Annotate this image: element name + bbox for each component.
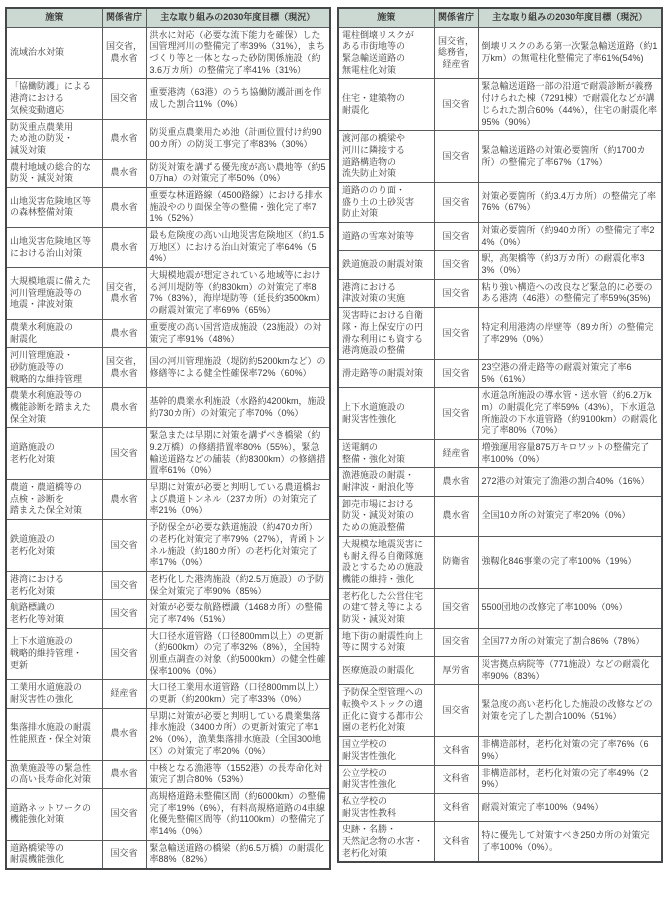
ministry-cell: 文科省 [434, 822, 478, 863]
ministry-cell: 農水省 [434, 496, 478, 536]
table-row [6, 27, 330, 79]
table-row [338, 657, 662, 685]
measure-cell: 山地災害危険地区等 の森林整備対策 [6, 187, 102, 227]
measure-cell: 私立学校の 耐災害性教科 [338, 793, 434, 821]
ministry-cell: 文科省 [434, 737, 478, 765]
ministry-cell: 国交省 [102, 520, 146, 572]
target-cell: 駅，高架橋等（約3万カ所）の耐震化率33%（0%） [478, 251, 662, 279]
target-cell: 早期に対策が必要と判明している農道橋および農道トンネル（237カ所）の対策完了率21%（0%） [146, 480, 330, 520]
ministry-cell: 農水省 [102, 159, 146, 187]
ministry-cell: 国交省 [102, 600, 146, 628]
table-row [6, 480, 330, 520]
ministry-cell: 農水省 [434, 468, 478, 496]
measure-cell: 大規模地震に備えた 河川管理施設等の 地震・津波対策 [6, 268, 102, 320]
table-row [338, 27, 662, 79]
ministry-cell: 国交省 [434, 182, 478, 222]
ministry-cell: 農水省 [102, 480, 146, 520]
ministry-cell: 厚労省 [434, 657, 478, 685]
measure-cell: 港湾における 老朽化対策 [6, 571, 102, 599]
table-row [338, 765, 662, 793]
measure-cell: 渡河部の橋梁や 河川に隣接する 道路構造物の 流失防止対策 [338, 131, 434, 183]
table-row [6, 680, 330, 708]
measure-cell: 地下街の耐震性向上 等に関する対策 [338, 628, 434, 656]
target-cell: 23空港の滑走路等の耐震対策完了率65%（61%） [478, 359, 662, 387]
measure-cell: 送電網の 整備・強化対策 [338, 440, 434, 468]
ministry-cell: 国交省 [434, 79, 478, 131]
table-row [338, 628, 662, 656]
table-row [6, 228, 330, 268]
target-cell: 重要度の高い国営造成施設（23施設）の対策完了率91%（48%） [146, 319, 330, 347]
column-header-measure: 施策 [6, 8, 102, 27]
measure-cell: 農道・農道橋等の 点検・診断を 踏まえた保全対策 [6, 480, 102, 520]
table-row [6, 571, 330, 599]
measure-cell: 河川管理施設・ 砂防施設等の 戦略的な維持管理 [6, 348, 102, 388]
ministry-cell: 国交省 [434, 223, 478, 251]
ministry-cell: 国交省 [102, 571, 146, 599]
measure-cell: 予防保全型管理への 転換やストックの適 正化に資する都市公 園の老朽化対策 [338, 685, 434, 737]
measure-cell: 道路ネットワークの 機能強化対策 [6, 788, 102, 840]
ministry-cell: 農水省 [102, 119, 146, 159]
ministry-cell: 国交省 [434, 388, 478, 440]
measure-cell: 「協働防護」による 港湾における 気候変動適応 [6, 79, 102, 119]
ministry-cell: 国交省， 農水省 [102, 268, 146, 320]
measure-cell: 防災重点農業用 ため池の防災・ 減災対策 [6, 119, 102, 159]
table-row [338, 131, 662, 183]
ministry-cell: 文科省 [434, 793, 478, 821]
target-cell: 緊急輸送道路一部の沿道で耐震診断が義務付けられた棟（7291棟）で耐震化などが講じられた割合60%（44%），住宅の耐震化率95%（90%） [478, 79, 662, 131]
measures-table-right [337, 7, 663, 863]
measure-cell: 大規模な地震災害に も耐え得る自衛隊施 設とするための施設 機能の維持・強化 [338, 536, 434, 588]
table-row [338, 359, 662, 387]
ministry-cell: 国交省 [102, 428, 146, 480]
ministry-cell: 国交省， 総務省， 経産省 [434, 27, 478, 79]
target-cell: 増強運用容量875万キロワットの整備完了率100%（0%） [478, 440, 662, 468]
target-cell: 早期に対策が必要と判明している農業集落排水施設（3400カ所）の更新対策完了率12%（0%），漁業集落排水施設（全国300地区）の対策完了率20%（0%） [146, 708, 330, 760]
measure-cell: 道路施設の 老朽化対策 [6, 428, 102, 480]
column-header-ministry: 関係省庁 [434, 8, 478, 27]
table-row [6, 840, 330, 869]
target-cell: 大口径水道管路（口径800mm以上）の更新（約600km）の完了率32%（8%），全国特別重点調査の対象（約5000km）の健全性確保率100%（0%） [146, 628, 330, 680]
measure-cell: 農業水利施設等の 機能診断を踏まえた 保全対策 [6, 388, 102, 428]
table-row [6, 159, 330, 187]
target-cell: 全国77カ所の対策完了割合86%（78%） [478, 628, 662, 656]
table-body-right [338, 27, 662, 862]
target-cell: 全国10カ所の対策完了率20%（0%） [478, 496, 662, 536]
ministry-cell: 国交省 [434, 588, 478, 628]
table-row [338, 308, 662, 360]
table-row [6, 348, 330, 388]
table-row [338, 685, 662, 737]
table-row [6, 428, 330, 480]
measures-table-left [5, 7, 331, 870]
ministry-cell: 国交省 [434, 308, 478, 360]
ministry-cell: 農水省 [102, 388, 146, 428]
ministry-cell: 国交省 [102, 840, 146, 869]
target-cell: 災害拠点病院等（771施設）などの耐震化率90%（83%） [478, 657, 662, 685]
table-header-row [338, 8, 662, 27]
target-cell: 非構造部材，老朽化対策の完了率49%（29%） [478, 765, 662, 793]
ministry-cell: 国交省， 農水省 [102, 27, 146, 79]
table-row [6, 319, 330, 347]
target-cell: 特定利用港湾の岸壁等（89カ所）の整備完了率29%（0%） [478, 308, 662, 360]
ministry-cell: 防衛省 [434, 536, 478, 588]
measure-cell: 上下水道施設の 耐災害性強化 [338, 388, 434, 440]
measure-cell: 道路の雪寒対策等 [338, 223, 434, 251]
target-cell: 非構造部材，老朽化対策の完了率76%（69%） [478, 737, 662, 765]
measure-cell: 港湾における 津波対策の実施 [338, 279, 434, 307]
ministry-cell: 農水省 [102, 187, 146, 227]
table-row [338, 388, 662, 440]
ministry-cell: 国交省 [434, 628, 478, 656]
ministry-cell: 国交省 [102, 79, 146, 119]
table-row [338, 536, 662, 588]
table-row [338, 737, 662, 765]
ministry-cell: 国交省 [434, 131, 478, 183]
target-cell: 大口径工業用水道管路（口径800mm以上）の更新（約200km）完了率33%（0%） [146, 680, 330, 708]
measure-cell: 史跡・名勝・ 天然記念物の水害・ 老朽化対策 [338, 822, 434, 863]
ministry-cell: 国交省， 農水省 [102, 348, 146, 388]
target-cell: 大規模地震が想定されている地域等における河川堤防等（約830km）の対策完了率87%（83%），海岸堤防等（延長約3500km）の耐震対策完了率69%（65%） [146, 268, 330, 320]
target-cell: 老朽化した港湾施設（約2.5万施設）の予防保全対策完了率90%（85%） [146, 571, 330, 599]
measure-cell: 漁港施設の耐震・ 耐津波・耐浪化等 [338, 468, 434, 496]
table-row [6, 79, 330, 119]
table-row [338, 822, 662, 863]
measure-cell: 老朽化した公営住宅 の建て替え等による 防災・減災対策 [338, 588, 434, 628]
measure-cell: 工業用水道施設の 耐災害性の強化 [6, 680, 102, 708]
table-row [6, 388, 330, 428]
table-row [338, 223, 662, 251]
target-cell: 重要港湾（63港）のうち協働防護計画を作成した割合11%（0%） [146, 79, 330, 119]
measure-cell: 滑走路等の耐震対策 [338, 359, 434, 387]
measure-cell: 鉄道施設の 老朽化対策 [6, 520, 102, 572]
table-row [338, 182, 662, 222]
measure-cell: 卸売市場における 防災・減災対策の ための施設整備 [338, 496, 434, 536]
measure-cell: 流域治水対策 [6, 27, 102, 79]
measure-cell: 農業水利施設の 耐震化 [6, 319, 102, 347]
measure-cell: 航路標識の 老朽化等対策 [6, 600, 102, 628]
target-cell: 基幹的農業水利施設（水路約4200km，施設約730カ所）の対策完了率70%（0%） [146, 388, 330, 428]
table-row [6, 760, 330, 788]
target-cell: 重要な林道路線（4500路線）における排水施設やのり面保全等の整備・強化完了率71%（52%） [146, 187, 330, 227]
table-row [6, 119, 330, 159]
target-cell: 国の河川管理施設（堤防約5200kmなど）の修繕等による健全性確保率72%（60%） [146, 348, 330, 388]
measure-cell: 集落排水施設の耐震 性能照査・保全対策 [6, 708, 102, 760]
measure-cell: 山地災害危険地区等 における治山対策 [6, 228, 102, 268]
ministry-cell: 国交省 [434, 685, 478, 737]
column-header-target: 主な取り組みの2030年度目標（現況） [146, 8, 330, 27]
target-cell: 中核となる漁港等（1552港）の長寿命化対策完了割合80%（53%） [146, 760, 330, 788]
target-cell: 272港の対策完了漁港の割合40%（16%） [478, 468, 662, 496]
target-cell: 緊急輸送道路の橋梁（約6.5万橋）の耐震化率88%（82%） [146, 840, 330, 869]
table-row [6, 788, 330, 840]
column-header-target: 主な取り組みの2030年度目標（現況） [478, 8, 662, 27]
table-row [338, 251, 662, 279]
target-cell: 5500団地の改修完了率100%（0%） [478, 588, 662, 628]
measure-cell: 道路ののり面・ 盛り土の土砂災害 防止対策 [338, 182, 434, 222]
ministry-cell: 農水省 [102, 319, 146, 347]
table-row [6, 708, 330, 760]
target-cell: 強靱化846事業の完了率100%（19%） [478, 536, 662, 588]
target-cell: 対策必要箇所（約940カ所）の整備完了率24%（0%） [478, 223, 662, 251]
target-cell: 対策が必要な航路標識（1468カ所）の整備完了率74%（51%） [146, 600, 330, 628]
target-cell: 予防保全が必要な鉄道施設（約470カ所）の老朽化対策完了率79%（27%），青函トンネル施設（約180カ所）の老朽化対策完了率17%（0%） [146, 520, 330, 572]
measure-cell: 上下水道施設の 戦略的維持管理・ 更新 [6, 628, 102, 680]
target-cell: 水道急所施設の導水管・送水管（約6.2万km）の耐震化完了率59%（43%），下水道急所施設の下水道管路（約9100km）の耐震化完了率80%（70%） [478, 388, 662, 440]
ministry-cell: 国交省 [434, 279, 478, 307]
target-cell: 対策必要箇所（約3.4万カ所）の整備完了率76%（67%） [478, 182, 662, 222]
measure-cell: 医療施設の耐震化 [338, 657, 434, 685]
target-cell: 緊急輸送道路の対策必要箇所（約1700カ所）の整備完了率67%（17%） [478, 131, 662, 183]
table-row [338, 793, 662, 821]
ministry-cell: 経産省 [102, 680, 146, 708]
target-cell: 防災重点農業用ため池（計画位置付け約9000カ所）の防災工事完了率83%（30%） [146, 119, 330, 159]
table-row [338, 496, 662, 536]
ministry-cell: 経産省 [434, 440, 478, 468]
ministry-cell: 農水省 [102, 228, 146, 268]
table-row [338, 440, 662, 468]
table-row [338, 79, 662, 131]
ministry-cell: 国交省 [102, 628, 146, 680]
measure-cell: 道路橋梁等の 耐震機能強化 [6, 840, 102, 869]
measure-cell: 国立学校の 耐災害性強化 [338, 737, 434, 765]
ministry-cell: 農水省 [102, 708, 146, 760]
table-row [338, 468, 662, 496]
target-cell: 耐震対策完了率100%（94%） [478, 793, 662, 821]
target-cell: 緊急または早期に対策を講ずべき橋梁（約9.2万橋）の修繕措置率80%（55%），緊急輸送道路などの舗装（約8300km）の修繕措置率61%（0%） [146, 428, 330, 480]
ministry-cell: 文科省 [434, 765, 478, 793]
table-row [6, 600, 330, 628]
table-body-left [6, 27, 330, 869]
measure-cell: 公立学校の 耐災害性強化 [338, 765, 434, 793]
table-row [6, 520, 330, 572]
target-cell: 粘り強い構造への改良など緊急的に必要のある港湾（46港）の整備完了率59%(35%) [478, 279, 662, 307]
target-cell: 特に優先して対策すべき250カ所の対策完了率100%（0%）。 [478, 822, 662, 863]
table-row [338, 279, 662, 307]
measure-cell: 災害時における自衛 隊・海上保安庁の円 滑な利用にも資する 港湾施設の整備 [338, 308, 434, 360]
ministry-cell: 国交省 [434, 251, 478, 279]
column-header-measure: 施策 [338, 8, 434, 27]
target-cell: 洪水に対応（必要な流下能力を確保）した国管理河川の整備完了率39%（31%），まちづくり等と一体となった砂防関係施設（約3.6万カ所）の整備完了率41%（31%） [146, 27, 330, 79]
table-row [6, 187, 330, 227]
table-header-row [6, 8, 330, 27]
table-row [338, 588, 662, 628]
ministry-cell: 国交省 [434, 359, 478, 387]
target-cell: 緊急度の高い老朽化した施設の改修などの対策を完了した割合100%（51%） [478, 685, 662, 737]
ministry-cell: 国交省 [102, 788, 146, 840]
ministry-cell: 農水省 [102, 760, 146, 788]
target-cell: 最も危険度の高い山地災害危険地区（約1.5万地区）における治山対策完了率64%（54%） [146, 228, 330, 268]
measure-cell: 鉄道施設の耐震対策 [338, 251, 434, 279]
column-header-ministry: 関係省庁 [102, 8, 146, 27]
table-row [6, 268, 330, 320]
measure-cell: 電柱倒壊リスクが ある市街地等の 緊急輸送道路の 無電柱化対策 [338, 27, 434, 79]
target-cell: 防災対策を講ずる優先度が高い農地等（約50万ha）の対策完了率50%（0%） [146, 159, 330, 187]
measure-cell: 農村地域の総合的な 防災・減災対策 [6, 159, 102, 187]
target-cell: 高規格道路未整備区間（約6000km）の整備完了率19%（6%），有料高規格道路の4車線化優先整備区間等（約1100km）の整備完了率14%（0%） [146, 788, 330, 840]
table-row [6, 628, 330, 680]
target-cell: 倒壊リスクのある第一次緊急輸送道路（約1万km）の無電柱化整備完了率61%(54%) [478, 27, 662, 79]
measure-cell: 漁業施設等の緊急性 の高い長寿命化対策 [6, 760, 102, 788]
measure-cell: 住宅・建築物の 耐震化 [338, 79, 434, 131]
